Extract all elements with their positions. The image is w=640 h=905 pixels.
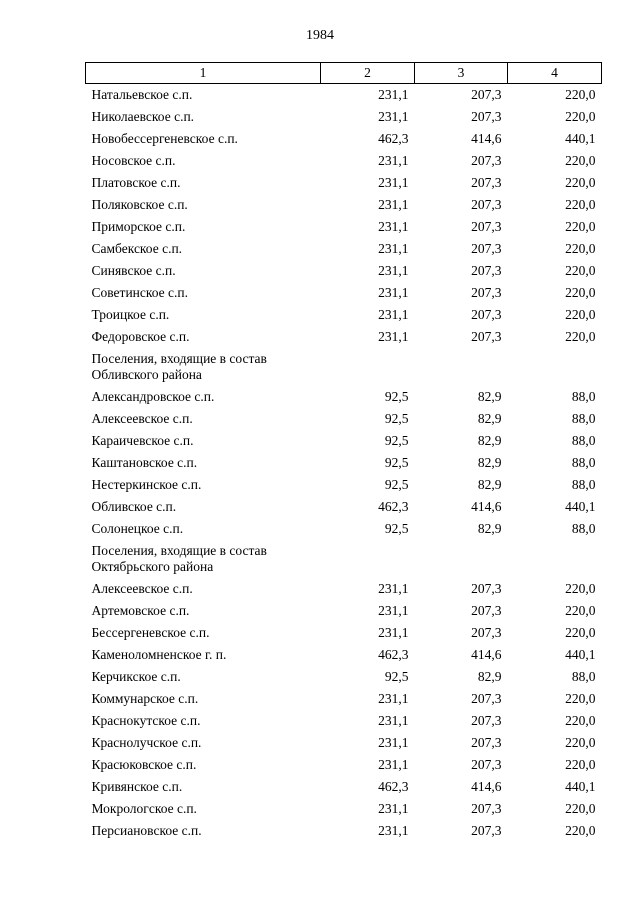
value-cell-col3: 207,3 <box>471 87 502 102</box>
table-row <box>86 84 602 107</box>
table-row <box>86 644 602 666</box>
value-cell-col2: 231,1 <box>378 757 409 772</box>
value-cell-col4: 220,0 <box>565 757 596 772</box>
group-heading-row <box>86 540 602 578</box>
table-row <box>86 578 602 600</box>
settlement-name-cell: Синявское с.п. <box>91 263 176 278</box>
value-cell-col3: 207,3 <box>471 603 502 618</box>
value-cell-col3: 82,9 <box>477 433 502 448</box>
value-cell-col2: 231,1 <box>378 219 409 234</box>
value-cell-col3: 207,3 <box>471 581 502 596</box>
value-cell-col3: 82,9 <box>477 521 502 536</box>
settlement-name-cell: Бессергеневское с.п. <box>91 625 210 640</box>
table-row <box>86 820 602 842</box>
settlement-name-cell: Керчикское с.п. <box>91 669 181 684</box>
table-row <box>86 732 602 754</box>
value-cell-col2: 92,5 <box>384 433 409 448</box>
table-row <box>86 172 602 194</box>
value-cell-col2: 231,1 <box>378 801 409 816</box>
value-cell-col2: 231,1 <box>378 175 409 190</box>
value-cell-col4: 220,0 <box>565 581 596 596</box>
empty-cell <box>321 540 415 578</box>
column-header-4: 4 <box>508 63 602 84</box>
value-cell-col2: 231,1 <box>378 691 409 706</box>
value-cell-col3: 207,3 <box>471 263 502 278</box>
settlement-name-cell: Алексеевское с.п. <box>91 411 193 426</box>
empty-cell <box>415 348 508 386</box>
value-cell-col4: 440,1 <box>565 499 596 514</box>
table-row <box>86 600 602 622</box>
table-row <box>86 260 602 282</box>
value-cell-col2: 231,1 <box>378 307 409 322</box>
settlement-name-cell: Обливское с.п. <box>91 499 177 514</box>
table-header <box>86 63 602 84</box>
group-heading: Поселения, входящие в состав Октябрьского района <box>91 543 267 574</box>
value-cell-col3: 207,3 <box>471 823 502 838</box>
settlement-name-cell: Каменоломненское г. п. <box>91 647 227 662</box>
settlement-name-cell: Александровское с.п. <box>91 389 215 404</box>
settlement-name-cell: Приморское с.п. <box>91 219 186 234</box>
settlement-name-cell: Красюковское с.п. <box>91 757 197 772</box>
value-cell-col3: 414,6 <box>471 779 502 794</box>
table-row <box>86 798 602 820</box>
table-row <box>86 304 602 326</box>
value-cell-col3: 82,9 <box>477 389 502 404</box>
empty-cell <box>321 348 415 386</box>
value-cell-col3: 82,9 <box>477 455 502 470</box>
value-cell-col2: 231,1 <box>378 581 409 596</box>
value-cell-col4: 88,0 <box>571 669 596 684</box>
settlement-name-cell: Новобессергеневское с.п. <box>91 131 238 146</box>
value-cell-col3: 207,3 <box>471 109 502 124</box>
value-cell-col4: 220,0 <box>565 307 596 322</box>
value-cell-col2: 231,1 <box>378 625 409 640</box>
settlement-name-cell: Федоровское с.п. <box>91 329 190 344</box>
value-cell-col2: 231,1 <box>378 823 409 838</box>
value-cell-col2: 231,1 <box>378 603 409 618</box>
value-cell-col2: 462,3 <box>378 131 409 146</box>
value-cell-col4: 220,0 <box>565 241 596 256</box>
value-cell-col4: 220,0 <box>565 197 596 212</box>
value-cell-col3: 207,3 <box>471 153 502 168</box>
value-cell-col3: 207,3 <box>471 197 502 212</box>
value-cell-col4: 220,0 <box>565 691 596 706</box>
value-cell-col3: 207,3 <box>471 691 502 706</box>
table-row <box>86 238 602 260</box>
value-cell-col2: 92,5 <box>384 521 409 536</box>
value-cell-col4: 220,0 <box>565 713 596 728</box>
value-cell-col2: 92,5 <box>384 455 409 470</box>
value-cell-col4: 440,1 <box>565 131 596 146</box>
value-cell-col2: 92,5 <box>384 669 409 684</box>
value-cell-col4: 440,1 <box>565 647 596 662</box>
table-row <box>86 754 602 776</box>
value-cell-col3: 207,3 <box>471 241 502 256</box>
value-cell-col4: 220,0 <box>565 801 596 816</box>
value-cell-col4: 88,0 <box>571 433 596 448</box>
value-cell-col2: 92,5 <box>384 389 409 404</box>
value-cell-col2: 92,5 <box>384 411 409 426</box>
table-row <box>86 688 602 710</box>
value-cell-col4: 88,0 <box>571 477 596 492</box>
value-cell-col4: 440,1 <box>565 779 596 794</box>
value-cell-col4: 220,0 <box>565 153 596 168</box>
empty-cell <box>508 348 602 386</box>
table-row <box>86 776 602 798</box>
value-cell-col4: 220,0 <box>565 285 596 300</box>
settlement-name-cell: Натальевское с.п. <box>91 87 193 102</box>
value-cell-col4: 220,0 <box>565 603 596 618</box>
settlement-name-cell: Солонецкое с.п. <box>91 521 184 536</box>
settlement-name-cell: Краснокутское с.п. <box>91 713 201 728</box>
value-cell-col4: 220,0 <box>565 735 596 750</box>
value-cell-col3: 207,3 <box>471 735 502 750</box>
page-number: 1984 <box>306 28 334 43</box>
table-row <box>86 622 602 644</box>
group-heading: Поселения, входящие в состав Обливского района <box>91 351 267 382</box>
value-cell-col3: 207,3 <box>471 713 502 728</box>
table-row <box>86 128 602 150</box>
settlement-name-cell: Алексеевское с.п. <box>91 581 193 596</box>
table-row <box>86 216 602 238</box>
value-cell-col3: 82,9 <box>477 411 502 426</box>
value-cell-col3: 207,3 <box>471 307 502 322</box>
table-row <box>86 452 602 474</box>
table-row <box>86 474 602 496</box>
settlement-name-cell: Персиановское с.п. <box>91 823 202 838</box>
settlement-name-cell: Каштановское с.п. <box>91 455 198 470</box>
value-cell-col3: 207,3 <box>471 285 502 300</box>
table-row <box>86 430 602 452</box>
value-cell-col3: 207,3 <box>471 757 502 772</box>
value-cell-col3: 207,3 <box>471 175 502 190</box>
value-cell-col4: 88,0 <box>571 455 596 470</box>
value-cell-col3: 207,3 <box>471 219 502 234</box>
settlement-name-cell: Коммунарское с.п. <box>91 691 199 706</box>
settlement-name-cell: Краснолучское с.п. <box>91 735 202 750</box>
value-cell-col3: 207,3 <box>471 329 502 344</box>
settlement-name-cell: Караичевское с.п. <box>91 433 194 448</box>
value-cell-col4: 220,0 <box>565 219 596 234</box>
value-cell-col3: 82,9 <box>477 477 502 492</box>
table-row <box>86 106 602 128</box>
value-cell-col2: 92,5 <box>384 477 409 492</box>
value-cell-col2: 231,1 <box>378 329 409 344</box>
value-cell-col3: 207,3 <box>471 625 502 640</box>
value-cell-col4: 220,0 <box>565 263 596 278</box>
table-body <box>86 84 602 843</box>
settlement-name-cell: Кривянское с.п. <box>91 779 183 794</box>
value-cell-col4: 88,0 <box>571 389 596 404</box>
value-cell-col2: 462,3 <box>378 647 409 662</box>
table-row <box>86 408 602 430</box>
empty-cell <box>508 540 602 578</box>
settlement-name-cell: Николаевское с.п. <box>91 109 195 124</box>
value-cell-col4: 220,0 <box>565 625 596 640</box>
empty-cell <box>415 540 508 578</box>
budget-table <box>85 62 602 842</box>
table-row <box>86 386 602 408</box>
table-row <box>86 666 602 688</box>
value-cell-col4: 220,0 <box>565 87 596 102</box>
value-cell-col4: 220,0 <box>565 175 596 190</box>
settlement-name-cell: Советинское с.п. <box>91 285 189 300</box>
value-cell-col2: 231,1 <box>378 153 409 168</box>
value-cell-col2: 231,1 <box>378 735 409 750</box>
value-cell-col4: 220,0 <box>565 823 596 838</box>
column-header-1: 1 <box>86 63 321 84</box>
value-cell-col4: 88,0 <box>571 411 596 426</box>
value-cell-col4: 220,0 <box>565 109 596 124</box>
group-heading-row <box>86 348 602 386</box>
value-cell-col2: 462,3 <box>378 499 409 514</box>
table-row <box>86 518 602 540</box>
settlement-name-cell: Артемовское с.п. <box>91 603 190 618</box>
settlement-name-cell: Самбекское с.п. <box>91 241 183 256</box>
table-row <box>86 282 602 304</box>
table-row <box>86 194 602 216</box>
table-row <box>86 326 602 348</box>
settlement-name-cell: Мокрологское с.п. <box>91 801 197 816</box>
table-row <box>86 710 602 732</box>
value-cell-col3: 414,6 <box>471 131 502 146</box>
value-cell-col2: 231,1 <box>378 87 409 102</box>
value-cell-col3: 414,6 <box>471 647 502 662</box>
settlement-name-cell: Нестеркинское с.п. <box>91 477 202 492</box>
value-cell-col3: 207,3 <box>471 801 502 816</box>
settlement-name-cell: Носовское с.п. <box>91 153 176 168</box>
value-cell-col4: 220,0 <box>565 329 596 344</box>
table-row <box>86 150 602 172</box>
settlement-name-cell: Платовское с.п. <box>91 175 181 190</box>
header-row <box>86 63 602 84</box>
value-cell-col2: 231,1 <box>378 285 409 300</box>
value-cell-col2: 231,1 <box>378 713 409 728</box>
settlement-name-cell: Поляковское с.п. <box>91 197 188 212</box>
value-cell-col2: 231,1 <box>378 197 409 212</box>
column-header-2: 2 <box>321 63 415 84</box>
value-cell-col2: 231,1 <box>378 109 409 124</box>
value-cell-col3: 82,9 <box>477 669 502 684</box>
settlement-name-cell: Троицкое с.п. <box>91 307 170 322</box>
value-cell-col2: 231,1 <box>378 263 409 278</box>
column-header-3: 3 <box>415 63 508 84</box>
value-cell-col3: 414,6 <box>471 499 502 514</box>
value-cell-col2: 231,1 <box>378 241 409 256</box>
value-cell-col4: 88,0 <box>571 521 596 536</box>
table-row <box>86 496 602 518</box>
value-cell-col2: 462,3 <box>378 779 409 794</box>
